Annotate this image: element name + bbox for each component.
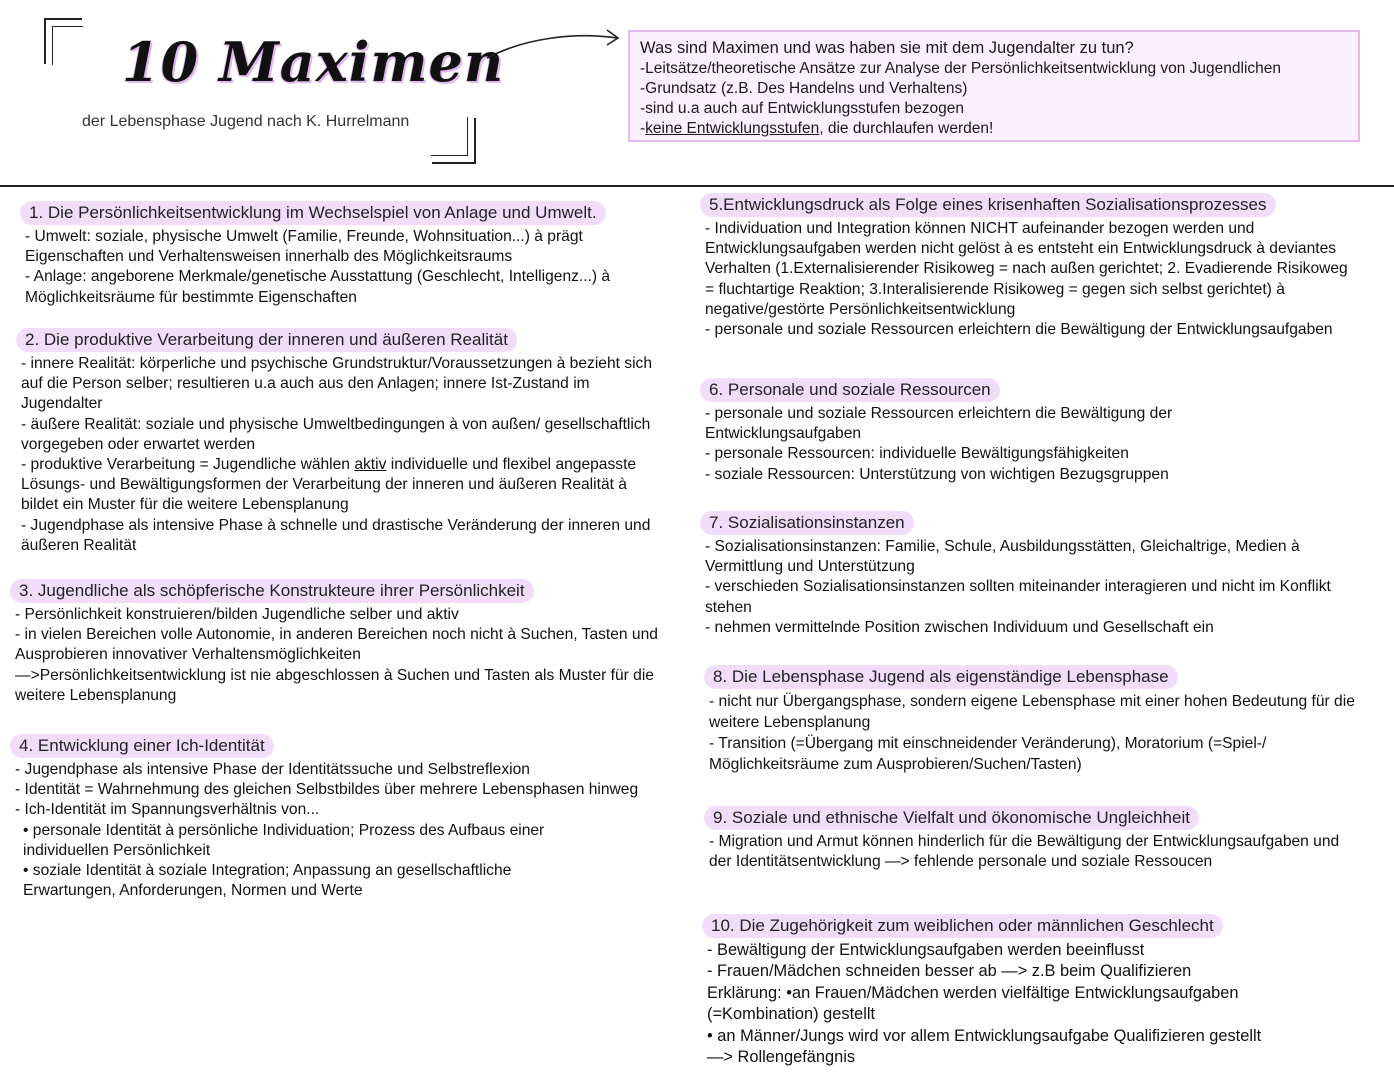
section-body (700, 404, 1225, 485)
section-line: - personale und soziale Ressourcen erleichtern die Bewältigung der Entwicklungsaufgaben (705, 321, 1333, 339)
section-line: - Anlage: angeborene Merkmale/genetische Ausstattung (Geschlecht, Intelligenz...) à Möglichkeitsräume für bestimmte Eigenschaften (25, 268, 611, 306)
intro-line: -sind u.a auch auf Entwicklungsstufen bezogen (640, 100, 964, 117)
underlined-text: aktiv (354, 456, 387, 474)
section-body (700, 219, 1360, 340)
section-heading: 2. Die produktive Verarbeitung der inneren und äußeren Realität (16, 328, 517, 352)
section-line: - Frauen/Mädchen schneiden besser ab —> z.B beim Qualifizieren (707, 962, 1192, 981)
section-heading: 1. Die Persönlichkeitsentwicklung im Wechselspiel von Anlage und Umwelt. (20, 201, 606, 225)
section-line: - Ich-Identität im Spannungsverhältnis von... (15, 801, 320, 819)
section-line: - in vielen Bereichen volle Autonomie, in anderen Bereichen noch nicht à Suchen, Tasten und Ausprobieren innovativer Verhaltensmöglichkeiten (15, 626, 658, 664)
section-line: —>Persönlichkeitsentwicklung ist nie abgeschlossen à Suchen und Tasten als Muster für die weitere Lebensplanung (15, 666, 654, 704)
section-5 (700, 193, 1360, 340)
section-9 (704, 806, 1344, 872)
section-line: - Persönlichkeit konstruieren/bilden Jugendliche selber und aktiv (15, 606, 459, 623)
section-heading: 9. Soziale und ethnische Vielfalt und ökonomische Ungleichheit (704, 806, 1199, 830)
section-heading: 6. Personale und soziale Ressourcen (700, 378, 1000, 402)
section-3 (10, 579, 670, 706)
section-line: - Transition (=Übergang mit einschneidender Veränderung), Moratorium (=Spiel-/ Möglichkeitsräume zum Ausprobieren/Suchen/Tasten) (709, 735, 1267, 773)
section-body (10, 605, 670, 706)
intro-box (628, 30, 1360, 142)
section-1 (20, 201, 670, 308)
intro-line: -Grundsatz (z.B. Des Handelns und Verhaltens) (640, 80, 968, 97)
section-line: - Identität = Wahrnehmung des gleichen Selbstbildes über mehrere Lebensphasen hinweg (15, 781, 639, 799)
section-10 (702, 914, 1362, 1068)
corner-ornament-top-left (44, 18, 82, 64)
bullet-item: • personale Identität à persönliche Individuation; Prozess des Aufbaus einer individuellen Persönlichkeit (23, 821, 545, 859)
section-2 (16, 328, 656, 556)
section-body (704, 691, 1364, 775)
header-divider (0, 185, 1394, 187)
section-body (10, 760, 650, 901)
line-prefix: - produktive Verarbeitung = Jugendliche wählen (21, 456, 355, 474)
section-heading: 3. Jugendliche als schöpferische Konstrukteure ihrer Persönlichkeit (10, 579, 534, 603)
section-heading: 5.Entwicklungsdruck als Folge eines krisenhaften Sozialisationsprozesses (700, 193, 1276, 217)
intro-line-rest: , die durchlaufen werden! (819, 120, 994, 137)
section-heading: 4. Entwicklung einer Ich-Identität (10, 734, 274, 758)
section-line: - äußere Realität: soziale und physische Umweltbedingungen à von außen/ gesellschaftlich vorgegeben oder erwartet werden (21, 415, 651, 453)
section-line: - innere Realität: körperliche und psychische Grundstruktur/Voraussetzungen à bezieht sich auf die Person selber; resultieren u.a auch aus den Anlagen; innere Ist-Zustand im Jugendalter (21, 355, 653, 413)
section-body (704, 832, 1344, 872)
section-line: - verschieden Sozialisationsinstanzen sollten miteinander interagieren und nicht im Konflikt stehen (705, 578, 1331, 616)
line-rest: individuelle und flexibel angepasste Lösungs- und Bewältigungsformen der Verarbeitung der inneren und äußeren Realität à bildet ein Muster für die weitere Lebensplanung (21, 456, 637, 514)
section-line (21, 455, 656, 516)
section-heading: 8. Die Lebensphase Jugend als eigenständige Lebensphase (704, 665, 1178, 689)
bullet-item: • soziale Identität à soziale Integration; Anpassung an gesellschaftliche Erwartungen, Anforderungen, Normen und Werte (23, 862, 512, 900)
section-7 (700, 511, 1360, 638)
section-body (16, 354, 656, 556)
section-body (702, 940, 1337, 1068)
section-line: Erklärung: •an Frauen/Mädchen werden vielfältige Entwicklungsaufgaben (=Kombination) gestellt (707, 983, 1239, 1024)
intro-line (640, 119, 1348, 139)
arrow-right-icon (485, 24, 625, 64)
section-4 (10, 734, 650, 901)
page-subtitle: der Lebensphase Jugend nach K. Hurrelmann (82, 113, 410, 130)
section-line: • an Männer/Jungs wird vor allem Entwicklungsaufgabe Qualifizieren gestellt (707, 1026, 1262, 1045)
intro-line: -Leitsätze/theoretische Ansätze zur Analyse der Persönlichkeitsentwicklung von Jugendlichen (640, 60, 1282, 77)
section-6 (700, 378, 1360, 485)
intro-line-prefix: - (640, 120, 646, 137)
section-heading: 7. Sozialisationsinstanzen (700, 511, 914, 535)
section-line: —> Rollengefängnis (707, 1048, 856, 1067)
section-line: - personale und soziale Ressourcen erleichtern die Bewältigung der Entwicklungsaufgaben (705, 405, 1173, 443)
section-line: - soziale Ressourcen: Unterstützung von wichtigen Bezugsgruppen (705, 465, 1169, 483)
page-title: 10 Maximen (122, 30, 505, 94)
section-line: - nehmen vermittelnde Position zwischen Individuum und Gesellschaft ein (705, 618, 1214, 636)
section-line: - Migration und Armut können hinderlich für die Bewältigung der Entwicklungsaufgaben und der Identitätsentwicklung —> fehlende personale und soziale Ressoucen (709, 833, 1340, 871)
section-line: - Umwelt: soziale, physische Umwelt (Familie, Freunde, Wohnsituation...) à prägt Eigenschaften und Verhaltensweisen innerhalb des Möglichkeitsraums (25, 228, 583, 266)
section-body (20, 227, 670, 308)
section-line: - Jugendphase als intensive Phase à schnelle und drastische Veränderung der inneren und äußeren Realität (21, 516, 651, 554)
section-line: - Jugendphase als intensive Phase der Identitätssuche und Selbstreflexion (15, 761, 530, 778)
section-body (700, 537, 1360, 638)
section-heading: 10. Die Zugehörigkeit zum weiblichen oder männlichen Geschlecht (702, 914, 1223, 938)
section-line: - personale Ressourcen: individuelle Bewältigungsfähigkeiten (705, 445, 1129, 463)
section-line: - Sozialisationsinstanzen: Familie, Schule, Ausbildungsstätten, Gleichaltrige, Medien à Vermittlung und Unterstützung (705, 538, 1300, 576)
intro-question: Was sind Maximen und was haben sie mit dem Jugendalter zu tun? (640, 39, 1134, 57)
section-line: - Individuation und Integration können NICHT aufeinander bezogen werden und Entwicklungsaufgaben werden nicht gelöst à es entsteht ein Entwicklungsdruck à deviantes Verhalten (1.Externalisierender Risikoweg = nach außen gerichtet; 2. Evadierende Risikoweg = fluchtartige Reaktion; 3.Interalisierende Risikoweg = gegen sich selbst gerichtet) à negative/gestörte Persönlichkeitsentwicklung (705, 220, 1348, 318)
corner-ornament-bottom-right (432, 118, 476, 164)
section-8 (704, 665, 1364, 775)
section-line: - Bewältigung der Entwicklungsaufgaben werden beeinflusst (707, 941, 1145, 959)
intro-underlined-text: keine Entwicklungsstufen (645, 120, 820, 137)
section-line: - nicht nur Übergangsphase, sondern eigene Lebensphase mit einer hohen Bedeutung für die weitere Lebensplanung (709, 693, 1355, 731)
